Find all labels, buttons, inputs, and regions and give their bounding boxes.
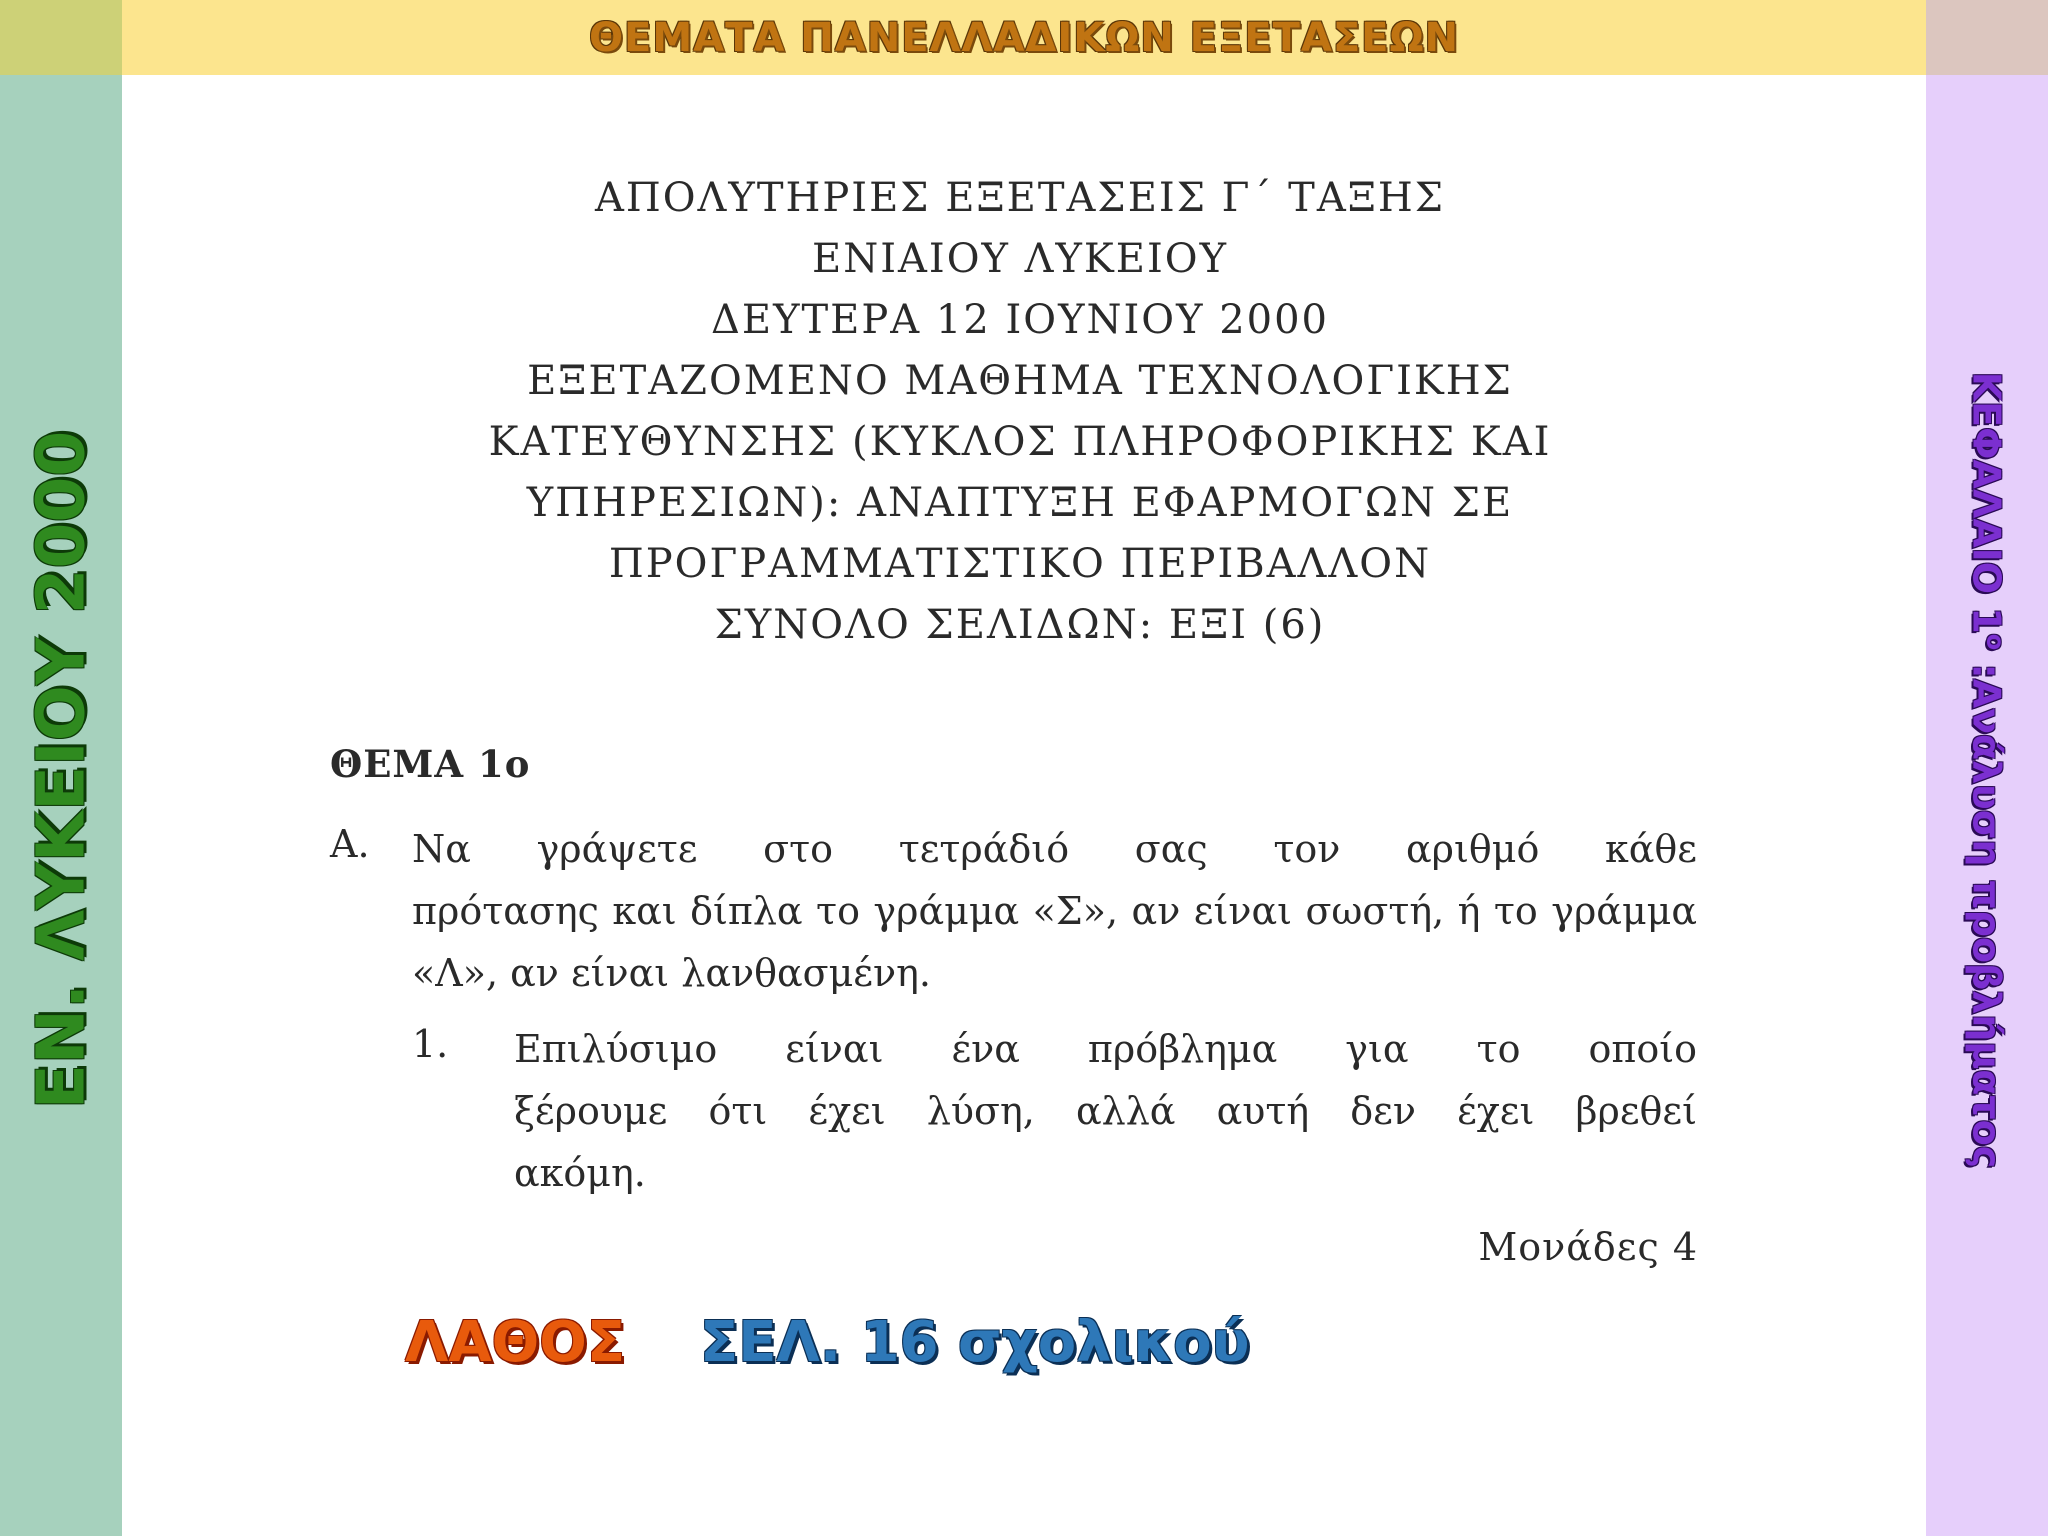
exam-heading-line: ΥΠΗΡΕΣΙΩΝ): ΑΝΑΠΤΥΞΗ ΕΦΑΡΜΟΓΩΝ ΣΕ xyxy=(526,480,1514,526)
right-sidebar-label-suffix: :Ανάλυση προβλήματος xyxy=(1964,650,2009,1169)
right-sidebar-label xyxy=(1965,372,2010,1169)
item-line-3: ακόμη. xyxy=(514,1151,646,1195)
header-bar xyxy=(122,0,1926,75)
question-a-label: Α. xyxy=(330,822,370,866)
question-a-text xyxy=(412,818,1697,1004)
exam-heading-line: ΑΠΟΛΥΤΗΡΙΕΣ ΕΞΕΤΑΣΕΙΣ Γ΄ ΤΑΞΗΣ xyxy=(594,175,1446,221)
item-line-1: Επιλύσιμο είναι ένα πρόβλημα για το οποίο xyxy=(514,1027,1697,1071)
exam-heading-line: ΠΡΟΓΡΑΜΜΑΤΙΣΤΙΚΟ ΠΕΡΙΒΑΛΛΟΝ xyxy=(608,541,1432,587)
exam-heading-line: ΚΑΤΕΥΘΥΝΣΗΣ (ΚΥΚΛΟΣ ΠΛΗΡΟΦΟΡΙΚΗΣ ΚΑΙ xyxy=(488,419,1552,465)
points-label: Μονάδες 4 xyxy=(1478,1225,1698,1269)
exam-heading-line: ΣΥΝΟΛΟ ΣΕΛΙΔΩΝ: ΕΞΙ (6) xyxy=(714,602,1326,648)
item-line-2: ξέρουμε ότι έχει λύση, αλλά αυτή δεν έχει βρεθεί xyxy=(514,1089,1697,1133)
corner-block-top-left xyxy=(0,0,122,75)
exam-heading-line: ΕΝΙΑΙΟΥ ΛΥΚΕΙΟΥ xyxy=(812,236,1228,282)
answer-reference: ΣΕΛ. 16 σχολικού xyxy=(700,1310,1250,1375)
item-number: 1. xyxy=(412,1022,449,1066)
right-sidebar-label-sup: ο xyxy=(1981,633,2010,651)
exam-heading-line: ΔΕΥΤΕΡΑ 12 ΙΟΥΝΙΟΥ 2000 xyxy=(710,297,1329,343)
question-a-line-1: Να γράψετε στο τετράδιό σας τον αριθμό κάθε xyxy=(412,827,1697,871)
left-sidebar-label: ΕΝ. ΛΥΚΕΙΟΥ 2000 xyxy=(22,430,100,1110)
corner-block-top-right xyxy=(1926,0,2048,75)
question-a-rest: πρότασης και δίπλα το γράμμα «Σ», αν είναι σωστή, ή το γράμμα «Λ», αν είναι λανθασμένη. xyxy=(412,889,1697,995)
item-text xyxy=(514,1018,1697,1204)
right-sidebar-label-prefix: ΚΕΦΑΛΑΙΟ 1 xyxy=(1964,371,2009,634)
header-title: ΘΕΜΑΤΑ ΠΑΝΕΛΛΑΔΙΚΩΝ ΕΞΕΤΑΣΕΩΝ xyxy=(589,14,1459,61)
answer-verdict: ΛΑΘΟΣ xyxy=(405,1310,626,1375)
exam-heading xyxy=(360,168,1680,656)
exam-heading-line: ΕΞΕΤΑΖΟΜΕΝΟ ΜΑΘΗΜΑ ΤΕΧΝΟΛΟΓΙΚΗΣ xyxy=(527,358,1513,404)
theme-title: ΘΕΜΑ 1ο xyxy=(330,742,531,786)
